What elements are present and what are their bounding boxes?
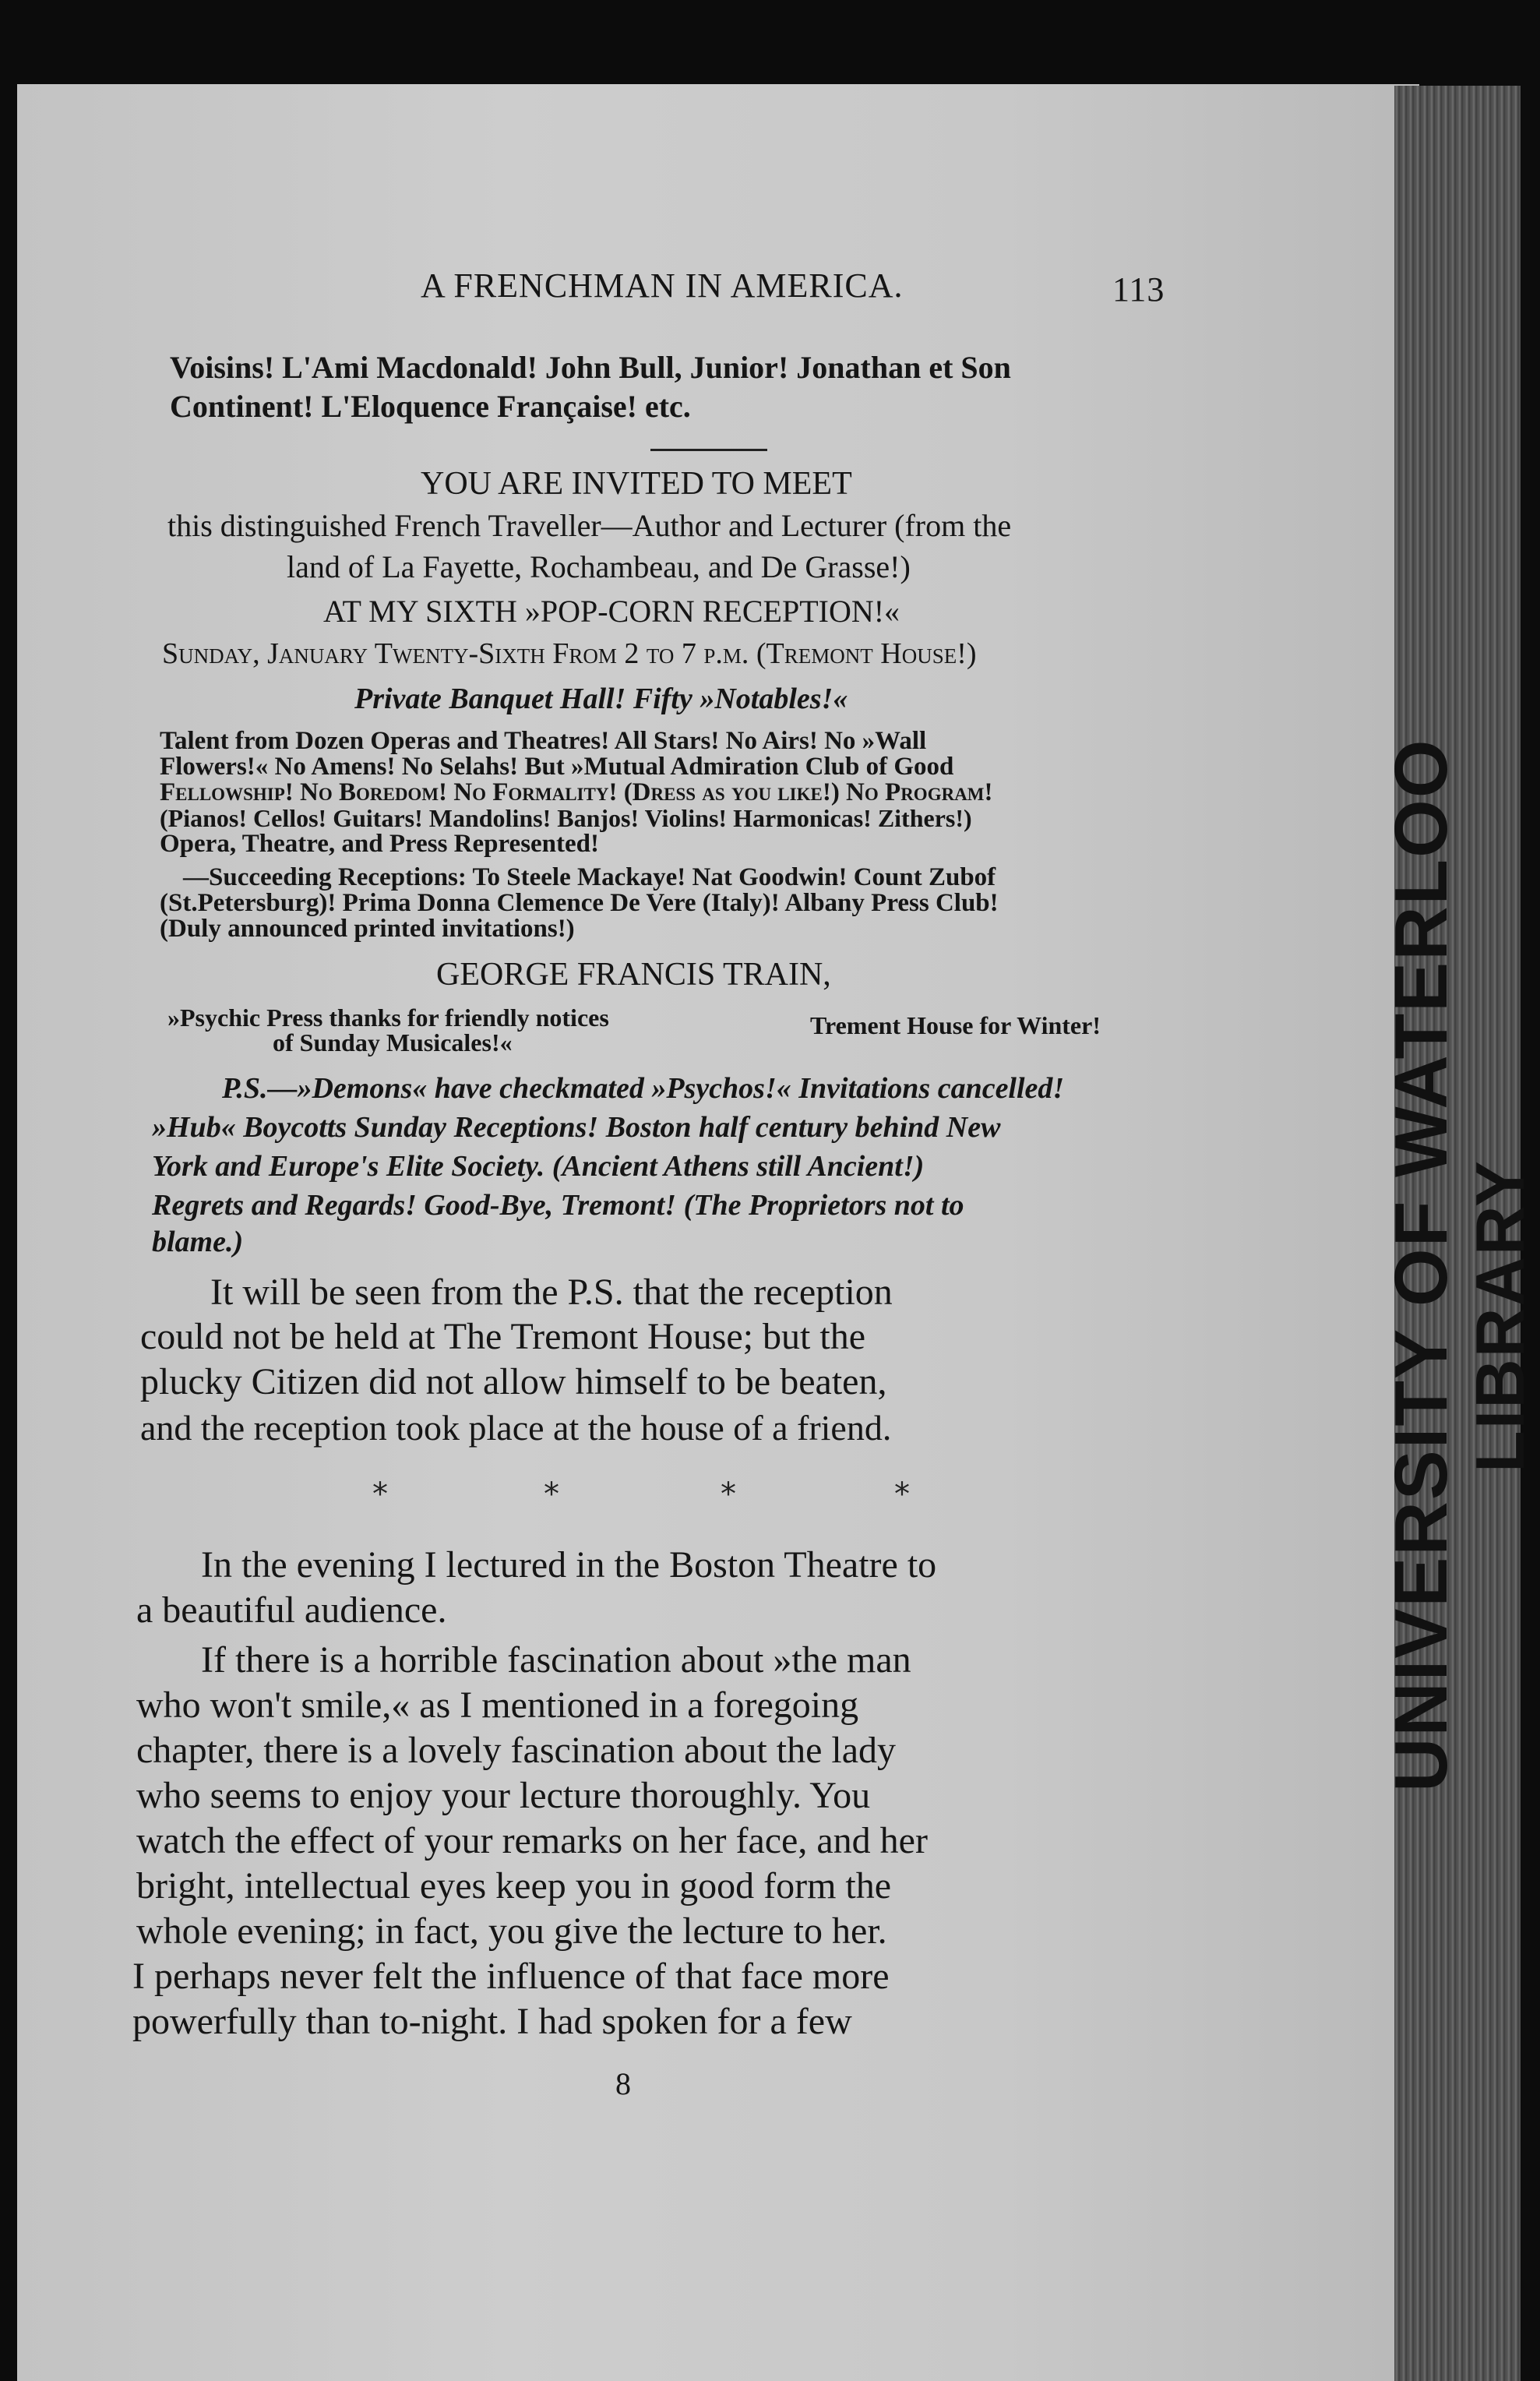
press-thanks-line-2: of Sunday Musicales!« (273, 1028, 513, 1056)
ps-line-3: York and Europe's Elite Society. (Ancient Athens still Ancient!) (152, 1150, 925, 1183)
details-line-6: —Succeeding Receptions: To Steele Mackaye! Nat Goodwin! Count Zubof (183, 863, 996, 891)
signature-george-francis-train: GEORGE FRANCIS TRAIN, (436, 957, 831, 993)
details-line-4: (Pianos! Cellos! Guitars! Mandolins! Banjos! Violins! Harmonicas! Zithers!) (160, 804, 972, 832)
press-thanks-line-1: »Psychic Press thanks for friendly notices (167, 1004, 609, 1032)
reception-title: AT MY SIXTH »POP-CORN RECEPTION!« (323, 594, 900, 629)
details-line-8: (Duly announced printed invitations!) (160, 915, 575, 943)
library-stamp-line-1: UNIVERSITY OF WATERLOO (1380, 738, 1463, 1792)
invitation-line-1: this distinguished French Traveller—Author and Lecturer (from the (167, 508, 1012, 543)
library-stamp-line-2: LIBRARY (1461, 1159, 1538, 1473)
divider-rule (650, 449, 767, 451)
ps-line-2: »Hub« Boycotts Sunday Receptions! Boston half century behind New (152, 1111, 1001, 1144)
paragraph-1-line-3: plucky Citizen did not allow himself to be beaten, (140, 1361, 887, 1402)
paragraph-1-line-1: It will be seen from the P.S. that the reception (210, 1272, 893, 1313)
details-line-3: Fellowship! No Boredom! No Formality! (Dress as you like!) No Program! (160, 778, 993, 806)
invitation-heading: YOU ARE INVITED TO MEET (421, 466, 852, 502)
details-line-7: (St.Petersburg)! Prima Donna Clemence De Vere (Italy)! Albany Press Club! (160, 889, 999, 917)
paragraph-1-line-4: and the reception took place at the house of a friend. (140, 1408, 892, 1448)
signature-mark: 8 (615, 2066, 631, 2101)
ps-line-1: P.S.—»Demons« have checkmated »Psychos!« Invitations cancelled! (222, 1072, 1065, 1105)
paragraph-2-line-1: In the evening I lectured in the Boston Theatre to (201, 1544, 937, 1586)
paragraph-3-line-5: watch the effect of your remarks on her face, and her (136, 1820, 928, 1861)
date-line: Sunday, January Twenty-Sixth From 2 to 7 p.m. (Tremont House!) (162, 637, 977, 670)
paragraph-2-line-2: a beautiful audience. (136, 1589, 447, 1631)
paragraph-3-line-2: who won't smile,« as I mentioned in a foregoing (136, 1684, 859, 1726)
separator-star: * (894, 1476, 910, 1512)
paragraph-3-line-4: who seems to enjoy your lecture thoroughly. You (136, 1775, 871, 1816)
ps-line-5: blame.) (152, 1226, 244, 1258)
details-line-5: Opera, Theatre, and Press Represented! (160, 830, 600, 858)
details-line-1: Talent from Dozen Operas and Theatres! All Stars! No Airs! No »Wall (160, 727, 927, 755)
banquet-line: Private Banquet Hall! Fifty »Notables!« (354, 683, 848, 715)
invitation-line-2: land of La Fayette, Rochambeau, and De Grasse!) (287, 549, 911, 584)
paragraph-3-line-7: whole evening; in fact, you give the lecture to her. (136, 1910, 887, 1952)
paragraph-3-line-1: If there is a horrible fascination about »the man (201, 1639, 911, 1681)
separator-star: * (544, 1476, 559, 1512)
winter-note: Trement House for Winter! (810, 1011, 1101, 1039)
page-number: 113 (1112, 270, 1165, 309)
intro-line-2: Continent! L'Eloquence Française! etc. (170, 389, 691, 424)
separator-star: * (372, 1476, 388, 1512)
ps-line-4: Regrets and Regards! Good-Bye, Tremont! (The Proprietors not to (152, 1189, 964, 1222)
separator-star: * (721, 1476, 736, 1512)
paragraph-3-line-9: powerfully than to-night. I had spoken for a few (132, 2001, 852, 2042)
running-title: A FRENCHMAN IN AMERICA. (421, 266, 904, 305)
intro-line-1: Voisins! L'Ami Macdonald! John Bull, Junior! Jonathan et Son (170, 350, 1011, 385)
paragraph-3-line-8: I perhaps never felt the influence of that face more (132, 1956, 890, 1997)
paragraph-1-line-2: could not be held at The Tremont House; but the (140, 1316, 866, 1357)
paragraph-3-line-3: chapter, there is a lovely fascination about the lady (136, 1730, 897, 1771)
details-line-2: Flowers!« No Amens! No Selahs! But »Mutual Admiration Club of Good (160, 753, 954, 781)
paragraph-3-line-6: bright, intellectual eyes keep you in good form the (136, 1865, 892, 1907)
